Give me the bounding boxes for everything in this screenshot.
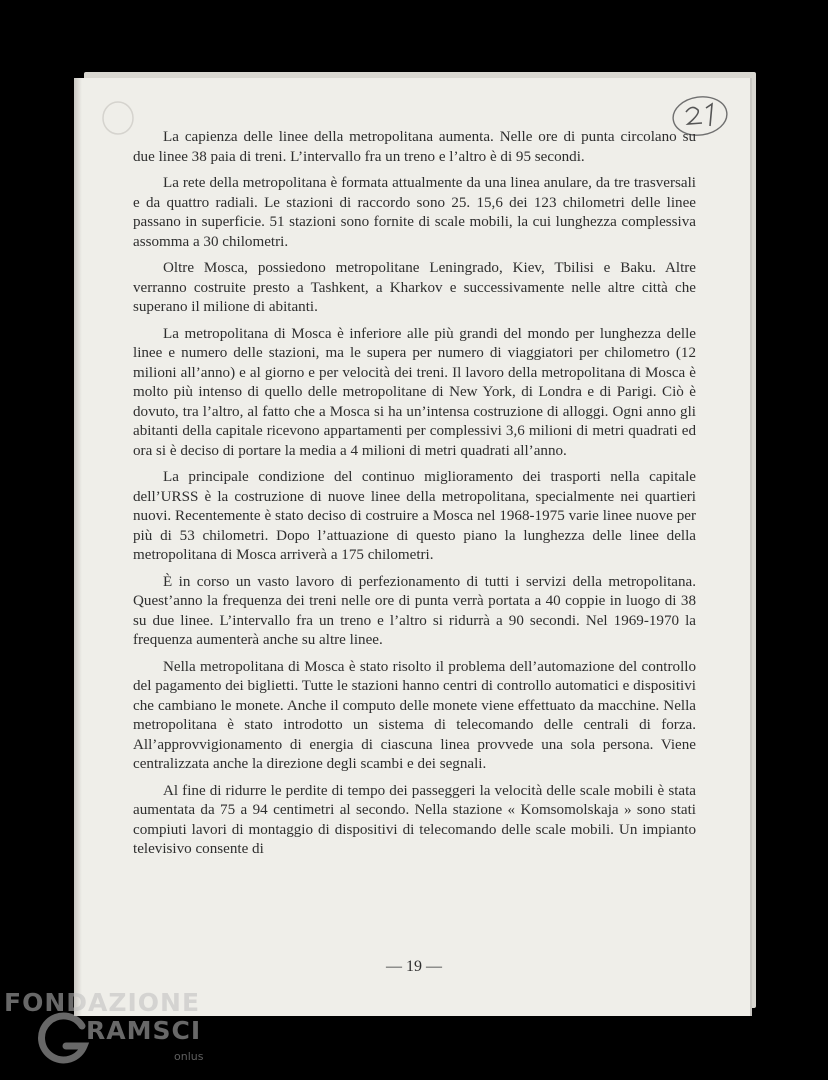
paragraph-5: La principale condizione del continuo miglioramento dei trasporti nella capitale dell’URSS è la costruzione di nuove linee della metropolitana, specialmente nei quartieri nuovi. Recentemente è stato deciso di costruire a Mosca nel 1968-1975 varie linee nuove per più di 53 chilometri. Dopo l’attuazione di questo piano la lunghezza delle linee della metropolitana di Mosca arriverà a 175 chilometri. [133,469,696,563]
paragraph-8: Al fine di ridurre le perdite di tempo dei passeggeri la velocità delle scale mobili è stata aumentata da 75 a 94 centimetri al secondo. Nella stazione « Komsomolskaja » sono stati compiuti lavori di montaggio di dispositivi di telecomando delle scale mobili. Un impianto televisivo consente di [133,782,696,857]
watermark-line-fondazione: FONDAZIONE [4,988,201,1017]
watermark-g-logo-icon [34,1010,92,1068]
document-body-text [133,128,696,867]
page-number: — 19 — [386,958,442,975]
fondazione-gramsci-watermark [4,988,244,1078]
paragraph-3: Oltre Mosca, possiedono metropolitane Leningrado, Kiev, Tbilisi e Baku. Altre verranno costruite presto a Tashkent, a Kharkov e successivamente nelle altre città che superano il milione di abitanti. [133,260,696,315]
paragraph-7: Nella metropolitana di Mosca è stato risolto il problema dell’automazione del controllo del pagamento dei biglietti. Tutte le stazioni hanno centri di controllo automatici e dispositivi che cambiano le monete. Anche il computo delle monete viene effettuato da macchine. Nella metropolitana è stato introdotto un sistema di telecomando delle centrali di forza. All’approvvigionamento di energia di ciascuna linea provvede una sola persona. Viene centralizzata anche la direzione degli scambi e dei segnali. [133,658,696,772]
paragraph-6: È in corso un vasto lavoro di perfezionamento di tutti i servizi della metropolitana. Quest’anno la frequenza dei treni nelle ore di punta verrà portata a 40 coppie in luogo di 38 su due linee. L’intervallo fra un treno e l’altro si ridurrà a 90 secondi. Nel 1969-1970 la frequenza aumenterà anche su altre linee. [133,573,696,648]
watermark-line-onlus: onlus [174,1050,204,1063]
watermark-line-gramsci: RAMSCI [86,1016,202,1045]
paragraph-1: La capienza delle linee della metropolitana aumenta. Nelle ore di punta circolano su due linee 38 paia di treni. L’intervallo fra un treno e l’altro è di 95 secondi. [133,129,696,165]
faint-pencil-mark [98,98,138,138]
paragraph-4: La metropolitana di Mosca è inferiore alle più grandi del mondo per lunghezza delle linee e numero delle stazioni, ma le supera per numero di viaggiatori per chilometro (12 milioni all’anno) e al giorno e per velocità dei treni. Il lavoro della metropolitana di Mosca è molto più intenso di quello delle metropolitane di New York, di Londra e di Parigi. Ciò è dovuto, tra l’altro, al fatto che a Mosca si ha un’intensa costruzione di alloggi. Ogni anno gli abitanti della capitale ricevono appartamenti per complessivi 3,6 milioni di metri quadrati ed ora si è deciso di portare la media a 4 milioni di metri quadrati all’anno. [133,325,696,459]
page-edge-shadow [74,78,82,1016]
paragraph-2: La rete della metropolitana è formata attualmente da una linea anulare, da tre trasversali e da quattro radiali. Le stazioni di raccordo sono 25. 15,6 dei 123 chilometri delle linee passano in superficie. 51 stazioni sono fornite di scale mobili, la cui lunghezza complessiva assomma a 30 chilometri. [133,175,696,250]
